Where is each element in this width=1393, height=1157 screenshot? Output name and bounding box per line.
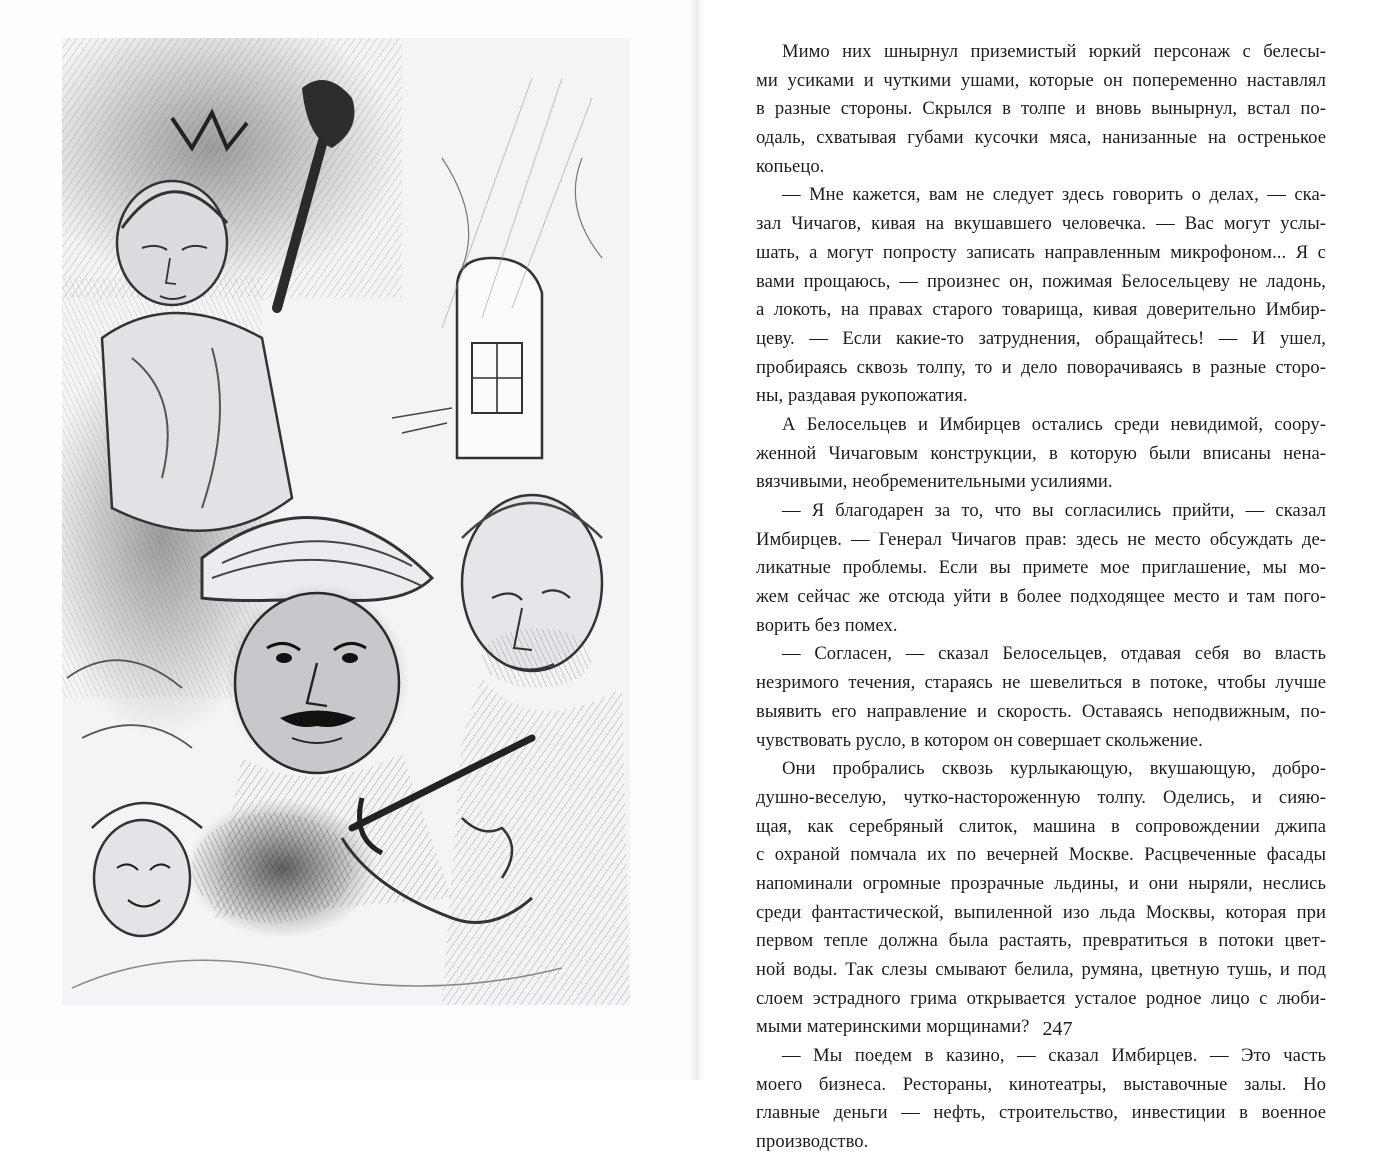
paragraph-4 [756, 497, 1326, 640]
sketch-drawing [62, 38, 630, 1005]
text-line: вязчивыми, необременительными усилиями. [756, 471, 1113, 493]
text-line: мыми материнскими морщинами? [756, 1016, 1030, 1038]
text-line: копьецо. [756, 155, 825, 177]
text-line: пробираясь сквозь толпу, то и дело поворачиваясь в разные сторо- [756, 356, 1326, 378]
text-line: моего бизнеса. Рестораны, кинотеатры, выставочные залы. Но [756, 1073, 1326, 1095]
text-line: женной Чичаговым конструкции, в которую были вписаны нена- [756, 442, 1326, 464]
text-line: Они пробрались сквозь курлыкающую, вкушающую, добро- [782, 758, 1326, 780]
text-line: первом тепле должна была растаять, превратиться в потоки цвет- [756, 930, 1326, 952]
text-line: жем сейчас же отсюда уйти в более подходящее место и там пого- [756, 586, 1326, 608]
text-line: — Мне кажется, вам не следует здесь говорить о делах, — ска- [782, 184, 1326, 206]
text-line: слоем эстрадного грима открывается усталое родное лицо с люби- [756, 987, 1326, 1009]
text-line: производство. [756, 1131, 869, 1153]
text-line: ми усиками и чуткими ушами, которые он попеременно наставлял [756, 69, 1326, 91]
text-line: ворить без помех. [756, 614, 898, 636]
text-line: Мимо них шнырнул приземистый юркий персонаж с белесы- [782, 41, 1326, 62]
paragraph-3 [756, 411, 1326, 497]
text-line: ны, раздавая рукопожатия. [756, 385, 968, 407]
text-line: — Я благодарен за то, что вы согласились прийти, — сказал [782, 500, 1326, 521]
text-line: А Белосельцев и Имбирцев остались среди невидимой, соору- [782, 413, 1326, 435]
text-line: в разные стороны. Скрылся в толпе и вновь вынырнул, встал по- [756, 98, 1326, 120]
text-line: зал Чичагов, кивая на вкушавшего человечка. — Вас могут услы- [756, 213, 1326, 235]
text-line: ной воды. Так слезы смывают белила, румяна, цветную тушь, и под [756, 959, 1326, 980]
paragraph-5 [756, 640, 1326, 755]
text-line: главные деньги — нефть, строительство, инвестиции в военное [756, 1102, 1326, 1124]
text-line: душно-веселую, чутко-настороженную толпу. Оделись, и сияю- [756, 786, 1326, 808]
text-line: ликатные проблемы. Если вы примете мое приглашение, мы мо- [756, 557, 1326, 579]
paragraph-6 [756, 755, 1326, 1042]
text-line: — Мы поедем в казино, — сказал Имбирцев. — Это часть [782, 1045, 1326, 1067]
text-line: вами прощаюсь, — произнес он, пожимая Белосельцеву не ладонь, [756, 270, 1326, 292]
left-page [0, 0, 696, 1080]
paragraph-7 [756, 1042, 1326, 1157]
text-line: щая, как серебряный слиток, машина в сопровождении джипа [756, 815, 1326, 837]
page-number: 247 [1042, 1018, 1073, 1040]
paragraph-2 [756, 181, 1326, 411]
text-line: цеву. — Если какие-то затруднения, обращайтесь! — И ушел, [756, 327, 1326, 349]
text-line: одаль, схватывая губами кусочки мяса, нанизанные на остренькое [756, 127, 1326, 149]
text-line: шать, а могут попросту записать направленным микрофоном... Я с [756, 241, 1326, 263]
page-gutter [688, 0, 706, 1080]
text-line: Имбирцев. — Генерал Чичагов прав: здесь не место обсуждать де- [756, 528, 1326, 550]
text-line: чувствовать русло, в котором он совершает скольжение. [756, 729, 1203, 751]
body-text [756, 38, 1326, 1157]
text-line: с охраной помчала их по вечерней Москве. Расцвеченные фасады [756, 844, 1326, 866]
text-line: — Согласен, — сказал Белосельцев, отдавая себя во власть [782, 643, 1326, 665]
right-page [706, 0, 1393, 1153]
text-line: среди фантастической, выпиленной изо льда Москвы, которая при [756, 901, 1326, 923]
text-line: а локоть, на правах старого товарища, кивая доверительно Имбир- [756, 299, 1326, 321]
text-line: напоминали огромные прозрачные льдины, и они ныряли, неслись [756, 872, 1326, 894]
text-line: выявить его направление и скорость. Оставаясь неподвижным, по- [756, 700, 1326, 722]
text-line: незримого течения, стараясь не шевелиться в потоке, чтобы лучше [756, 672, 1326, 694]
paragraph-1 [756, 38, 1326, 181]
illustration [62, 38, 630, 1005]
